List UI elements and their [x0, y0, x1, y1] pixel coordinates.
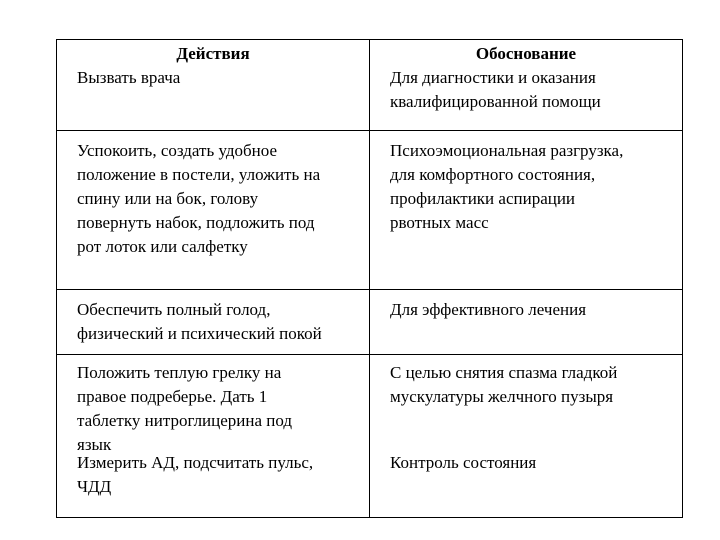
- care-actions-table: [56, 39, 683, 518]
- table-row: [57, 131, 683, 290]
- rationale-text: Для диагностики и оказания квалифицированной помощи: [390, 68, 601, 111]
- rationale-cell: [370, 131, 683, 290]
- action-cell: [57, 131, 370, 290]
- table-row: [57, 457, 683, 518]
- table-row: [57, 355, 683, 458]
- action-text: Вызвать врача: [77, 68, 181, 87]
- table-row: [57, 70, 683, 131]
- action-text: Измерить АД, подсчитать пульс, ЧДД: [77, 453, 314, 496]
- table-row: [57, 290, 683, 355]
- rationale-text: С целью снятия спазма гладкой мускулатуры желчного пузыря: [390, 363, 618, 406]
- action-cell: [57, 290, 370, 355]
- rationale-text: Психоэмоциональная разгрузка, для комфортного состояния, профилактики аспирации рвотных масс: [390, 141, 624, 232]
- action-text: Обеспечить полный голод, физический и психический покой: [77, 300, 322, 343]
- rationale-cell: [370, 453, 683, 518]
- action-cell: [57, 453, 370, 518]
- rationale-text: Для эффективного лечения: [390, 300, 587, 319]
- action-text: Успокоить, создать удобное положение в постели, уложить на спину или на бок, голову повернуть набок, подложить под рот лоток или салфетку: [77, 141, 321, 256]
- rationale-cell: [370, 290, 683, 355]
- action-text: Положить теплую грелку на правое подреберье. Дать 1 таблетку нитроглицерина под язык: [77, 363, 293, 454]
- rationale-cell: [370, 355, 683, 458]
- header-rationale: Обоснование: [370, 40, 683, 71]
- header-actions: Действия: [57, 40, 370, 71]
- rationale-cell: [370, 70, 683, 131]
- action-cell: [57, 70, 370, 131]
- action-cell: [57, 355, 370, 458]
- rationale-text: Контроль состояния: [390, 453, 537, 472]
